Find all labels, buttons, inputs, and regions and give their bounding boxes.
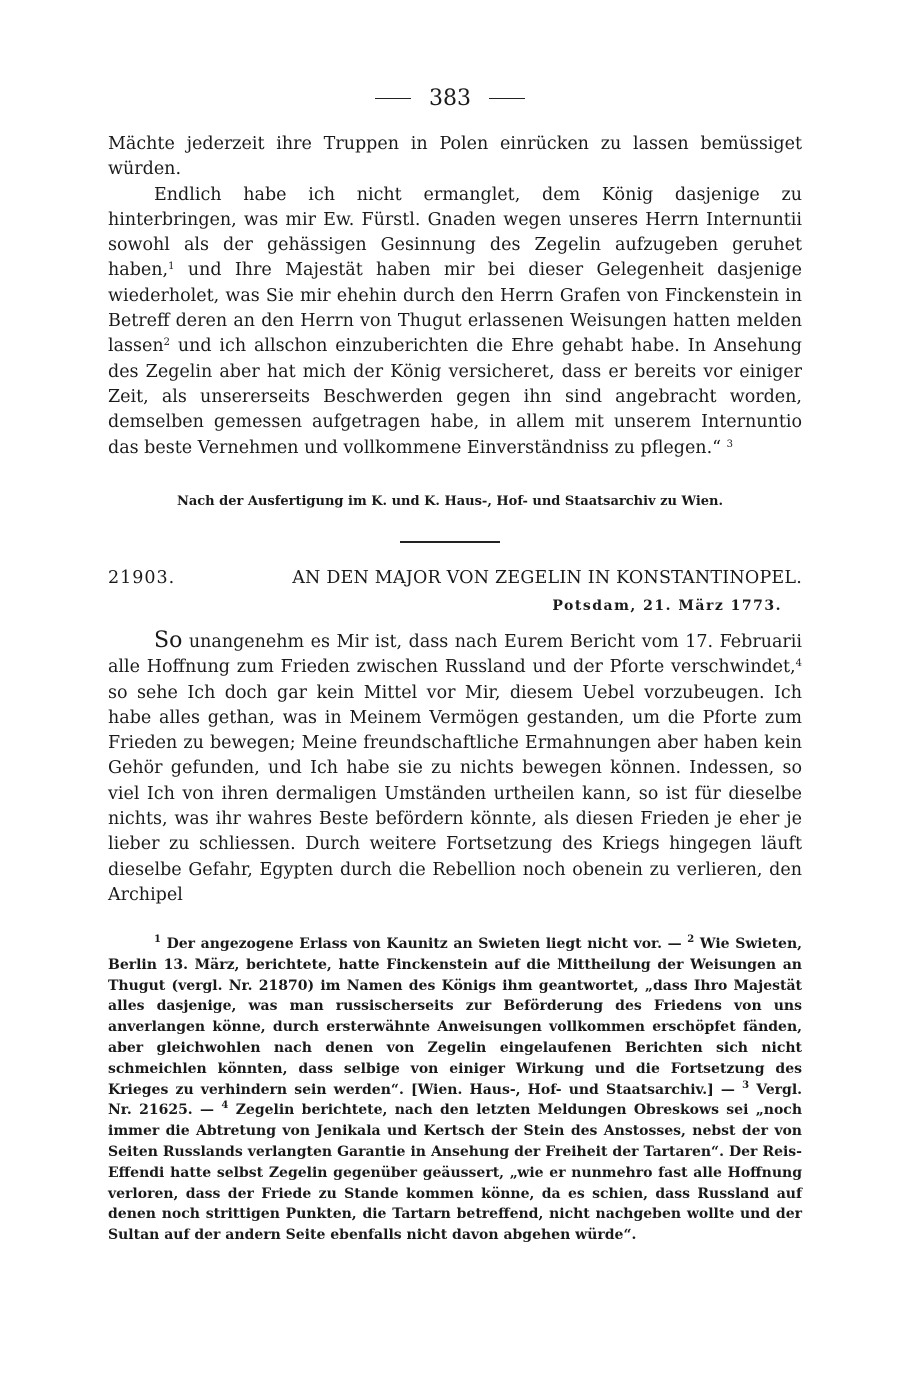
footnotes <box>108 934 802 1246</box>
intro-text <box>108 132 802 461</box>
footnote-marker-2: 2 <box>687 934 695 945</box>
header-dash-right <box>489 98 525 99</box>
footnote-2: Wie Swieten, Berlin 13. März, berichtete, hatte Finckenstein auf die Mittheilung der Weisungen an Thugut (vergl. Nr. 21870) im Namen des Königs ihm geantwortet, „dass Ihro Majestät alles dasjenige, was man russischerseits zur Beförderung des Friedens von uns anverlangen könne, durch ersterwähnte Anweisungen vollkommen erschöpfet fänden, aber gleichwohlen nach denen von Zegelin eingelaufenen Berichten sich nicht schmeichlen könnten, dass selbige von einiger Wirkung und die Fortsetzung des Krieges zu verhindern sein werden“. [Wien. Haus-, Hof- und Staatsarchiv.] — <box>108 936 803 1098</box>
footnote-marker-3: 3 <box>742 1079 750 1091</box>
letter-text-b: so sehe Ich doch gar kein Mittel vor Mir, diesem Uebel vorzubeugen. Ich habe alles gethan, was in Meinem Vermögen gestanden, um die Pforte zum Frieden zu bewegen; Meine freundschaftliche Ermahnungen aber haben kein Gehör gefunden, und Ich habe sie zu nichts bewegen können. Indessen, so viel Ich von ihren dermaligen Umständen urtheilen kann, so ist für dieselbe nichts, was ihr wahres Beste befördern könnte, als diesen Frieden je eher je lieber zu schliessen. Durch weitere Fortsetzung des Kriegs hingegen läuft dieselbe Gefahr, Egypten durch die Rebellion noch obenein zu verlieren, den Archipel <box>108 682 802 905</box>
letter-title: AN DEN MAJOR VON ZEGELIN IN KONSTANTINOPEL. <box>292 568 802 588</box>
intro-text-b: und Ihre Majestät haben mir bei dieser Gelegenheit dasjenige wiederholet, was Sie mir ehehin durch den Herrn Grafen von Finckenstein in Betreff deren an den Herrn von Thugut erlassenen Weisungen hatten melden lassen <box>108 260 802 357</box>
note-ref-2: 2 <box>163 337 170 349</box>
footnote-4: Zegelin berichtete, nach den letzten Meldungen Obreskows sei „noch immer die Abtretung von Jenikala und Kertsch der Stein des Anstosses, nebst der von Seiten Russlands verlangten Garantie in Ansehung der Freiheit der Tartaren“. Der Reis-Effendi hatte selbst Zegelin gegenüber geäussert, „wie er nunmehro fast alle Hoffnung verloren, dass der Friede zu Stande kommen könne, da es schien, dass Russland auf denen noch strittigen Punkten, die Tartarn betreffend, nicht nachgeben wollte und der Sultan auf der andern Seite ebenfalls nicht davon abgehen würde“. <box>108 1102 803 1244</box>
letter-heading <box>108 568 802 588</box>
letter-paragraph <box>108 628 802 908</box>
letter-text-a: unangenehm es Mir ist, dass nach Eurem Bericht vom 17. Februarii alle Hoffnung zum Frieden zwischen Russland und der Pforte verschwindet, <box>108 632 802 678</box>
intro-paragraph-2 <box>108 183 802 461</box>
letter-body <box>108 628 802 908</box>
letter-dateline: Potsdam, 21. März 1773. <box>552 598 782 614</box>
intro-paragraph-1: Mächte jederzeit ihre Truppen in Polen einrücken zu lassen bemüssiget würden. <box>108 134 802 180</box>
letter-first-word: So <box>154 628 183 653</box>
page-number: 383 <box>429 86 471 111</box>
letter-number: 21903. <box>108 568 176 588</box>
note-ref-3: 3 <box>726 438 734 450</box>
footnote-1: Der angezogene Erlass von Kaunitz an Swieten liegt nicht vor. — <box>166 936 682 952</box>
footnote-block <box>108 934 802 1246</box>
footnote-marker-1: 1 <box>154 934 161 945</box>
header-dash-left <box>375 98 411 99</box>
section-divider <box>400 541 500 543</box>
intro-text-c: und ich allschon einzuberichten die Ehre gehabt habe. In Ansehung des Zegelin aber hat mich der König versicheret, dass er bereits vor einiger Zeit, als unsererseits Beschwerden gegen ihn sind angebracht worden, demselben gemessen aufgetragen habe, in allem mit unserem Internuntio das beste Vernehmen und vollkommene Einverständniss zu pflegen.“ <box>108 336 802 458</box>
intro-text-a: Endlich habe ich nicht ermanglet, dem König dasjenige zu hinterbringen, was mir Ew. Fürstl. Gnaden wegen unseres Herrn Internuntii sowohl als der gehässigen Gesinnung des Zegelin aufzugeben geruhet haben, <box>108 184 802 281</box>
source-note: Nach der Ausfertigung im K. und K. Haus-, Hof- und Staatsarchiv zu Wien. <box>176 494 724 509</box>
footnote-3: Vergl. Nr. 21625. — <box>108 1081 803 1119</box>
note-ref-4: 4 <box>795 658 802 670</box>
note-ref-1: 1 <box>168 261 175 273</box>
footnote-marker-4: 4 <box>221 1100 229 1112</box>
page-header <box>0 86 900 111</box>
